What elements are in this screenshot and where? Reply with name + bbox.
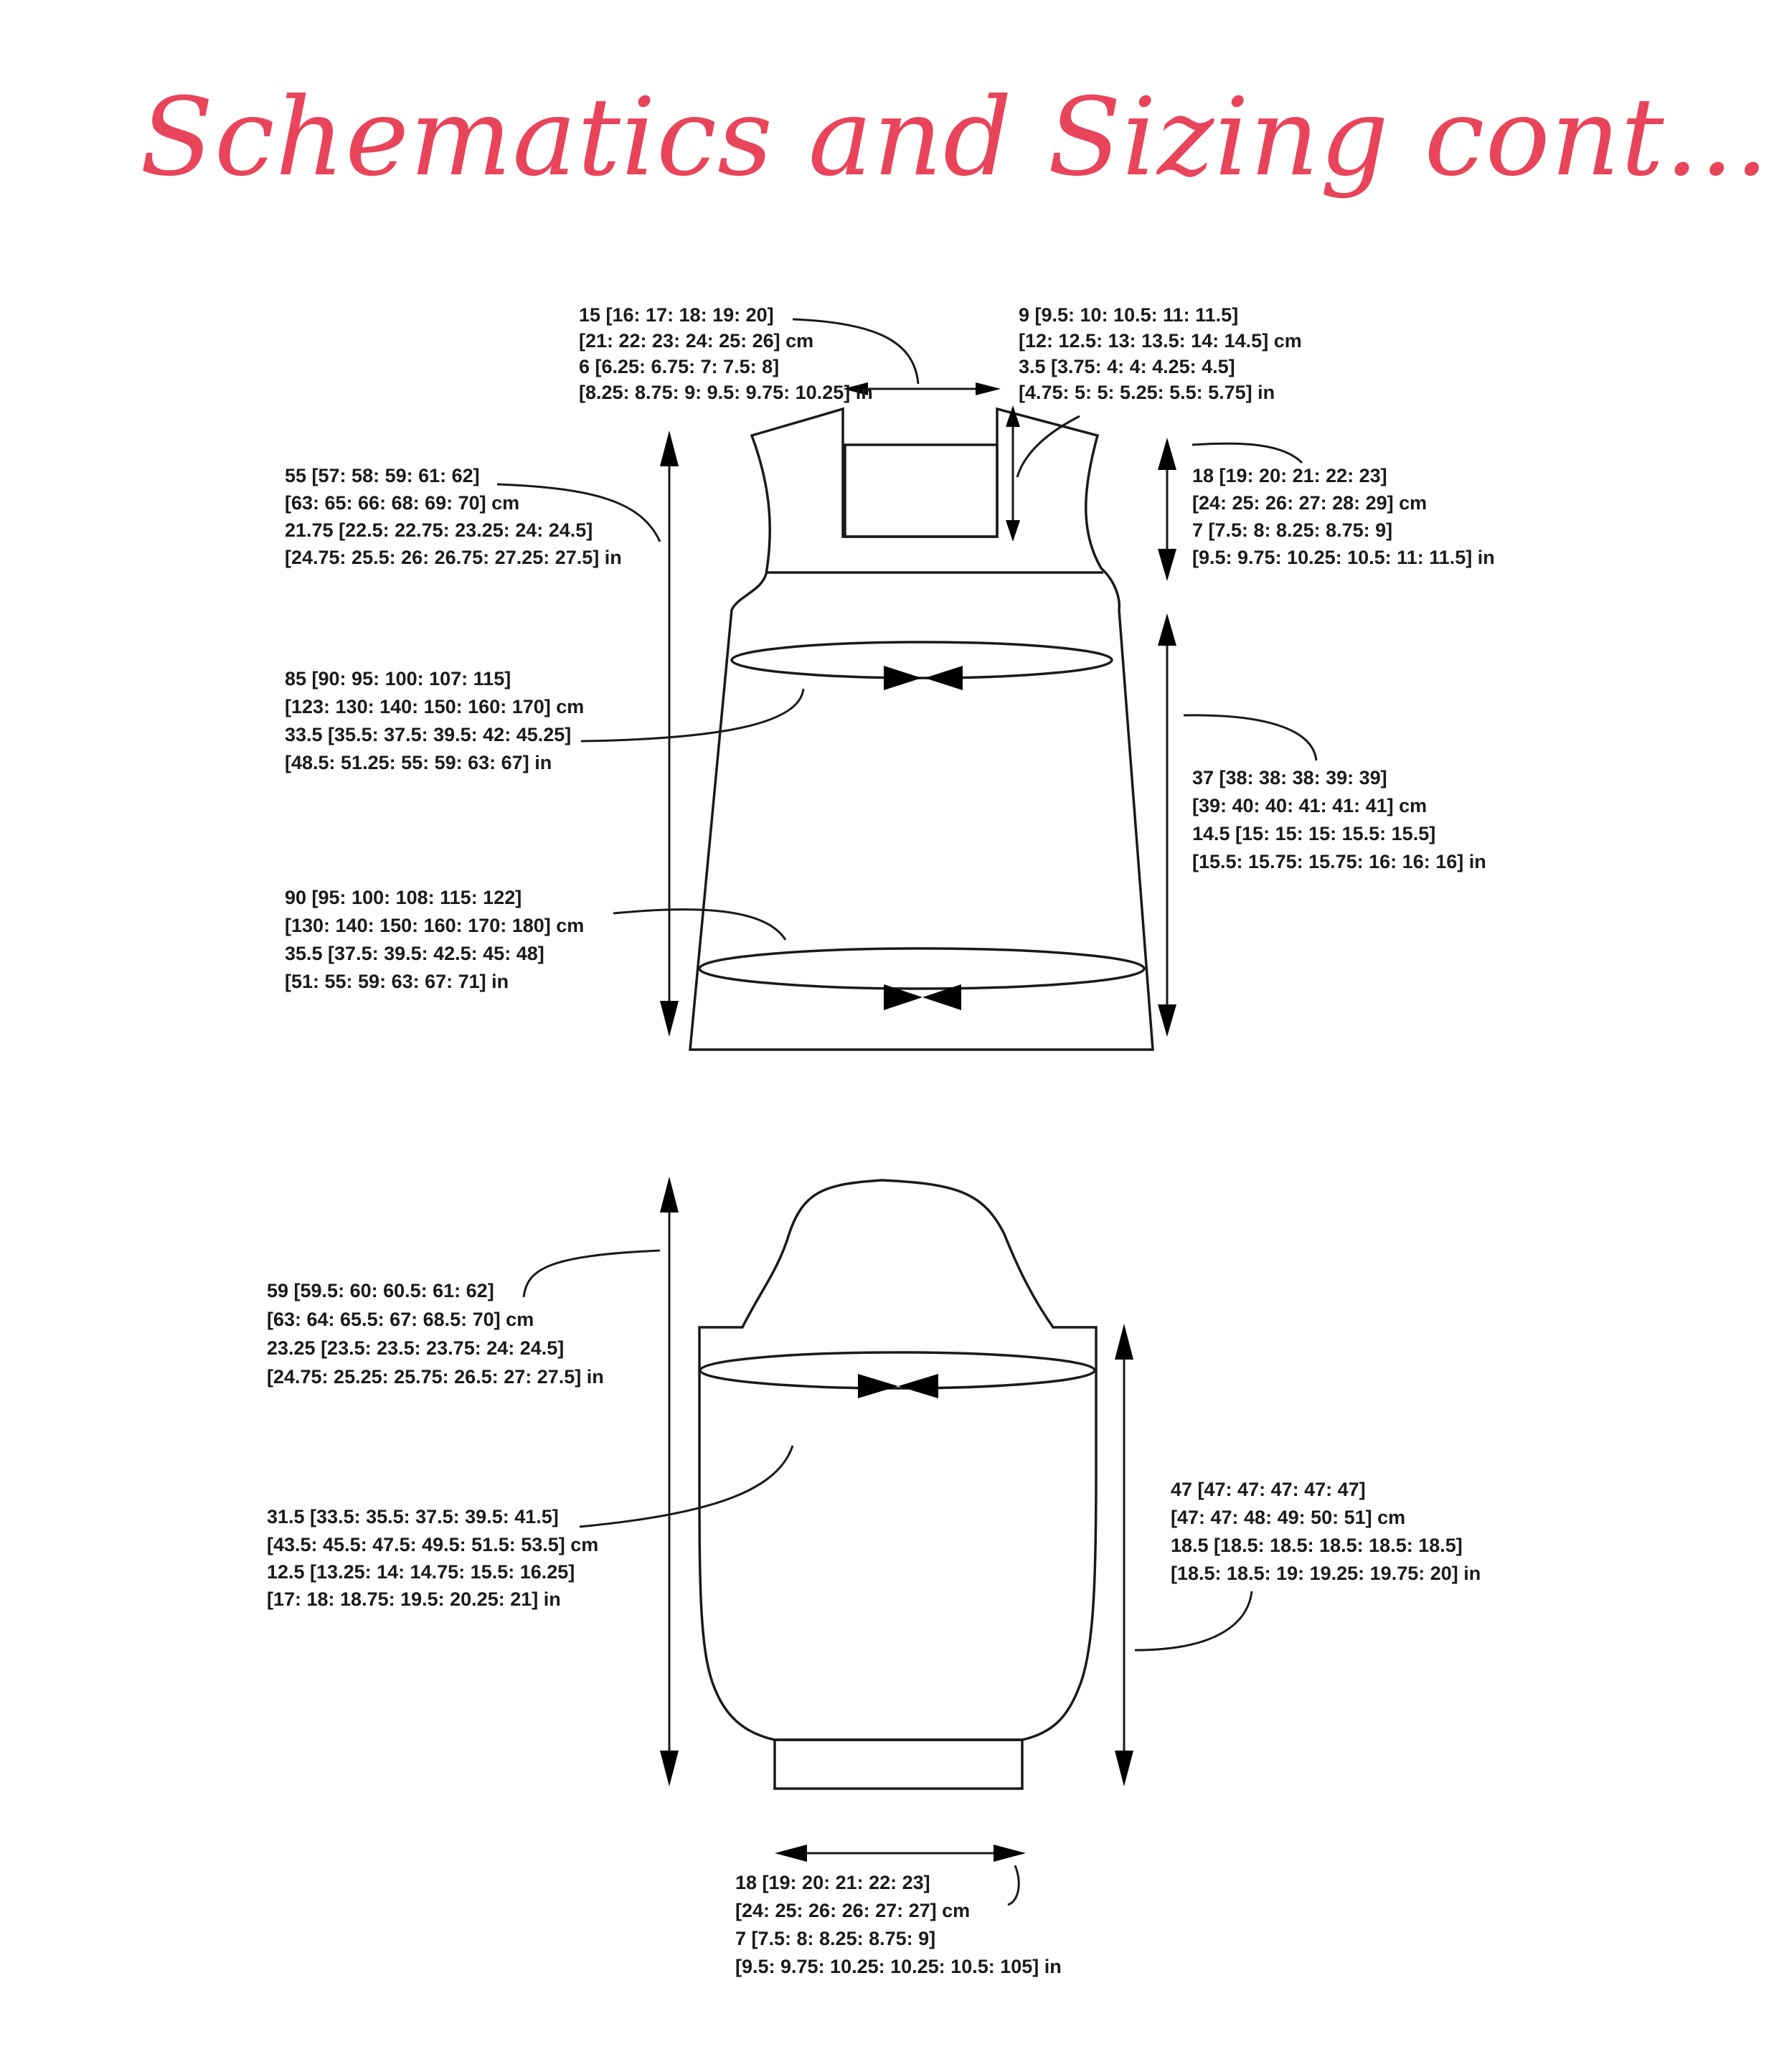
label-line: 12.5 [13.25: 14: 14.75: 15.5: 16.25]: [267, 1561, 575, 1583]
label-line: 47 [47: 47: 47: 47: 47]: [1171, 1479, 1366, 1500]
leader-line: [581, 689, 803, 741]
label-line: 23.25 [23.5: 23.5: 23.75: 24: 24.5]: [267, 1337, 565, 1359]
label-line: [47: 47: 48: 49: 50: 51] cm: [1171, 1507, 1406, 1528]
upper-arm-label: [267, 1506, 598, 1610]
neck-depth-label: [1019, 304, 1302, 403]
leader-line: [1135, 1591, 1252, 1650]
label-line: 15 [16: 17: 18: 19: 20]: [579, 304, 774, 326]
chest-ellipse: [732, 642, 1112, 678]
cuff-width-label: [735, 1872, 1062, 1977]
label-line: 59 [59.5: 60: 60.5: 61: 62]: [267, 1280, 494, 1301]
label-line: [130: 140: 150: 160: 170: 180] cm: [285, 915, 585, 936]
label-line: 21.75 [22.5: 22.75: 23.25: 24: 24.5]: [285, 519, 593, 541]
label-line: [4.75: 5: 5: 5.25: 5.5: 5.75] in: [1019, 382, 1275, 403]
hem-ellipse: [699, 948, 1144, 989]
label-line: [48.5: 51.25: 55: 59: 63: 67] in: [285, 752, 552, 773]
arrowhead: [775, 1845, 807, 1862]
label-line: 18.5 [18.5: 18.5: 18.5: 18.5: 18.5]: [1171, 1535, 1463, 1556]
label-line: [12: 12.5: 13: 13.5: 14: 14.5] cm: [1019, 330, 1302, 352]
chest-bowtie: [925, 666, 963, 690]
upper-arm-ellipse: [700, 1352, 1095, 1388]
label-line: 18 [19: 20: 21: 22: 23]: [1192, 465, 1387, 486]
underarm-length-label: [1171, 1479, 1481, 1584]
arrowhead: [660, 1001, 679, 1037]
label-line: 37 [38: 38: 38: 39: 39]: [1192, 767, 1387, 788]
label-line: [24.75: 25.5: 26: 26.75: 27.25: 27.5] in: [285, 547, 622, 568]
body-schematic: [285, 304, 1495, 1050]
label-line: 9 [9.5: 10: 10.5: 11: 11.5]: [1019, 304, 1239, 326]
armhole-depth-label: [1192, 465, 1495, 568]
label-line: [63: 65: 66: 68: 69: 70] cm: [285, 492, 520, 514]
arrowhead: [1158, 1004, 1176, 1037]
arrowhead: [1158, 613, 1176, 646]
label-line: [15.5: 15.75: 15.75: 16: 16: 16] in: [1192, 851, 1486, 872]
label-line: 6 [6.25: 6.75: 7: 7.5: 8]: [579, 356, 780, 377]
sleeve-schematic: [267, 1177, 1481, 1977]
label-line: 18 [19: 20: 21: 22: 23]: [735, 1872, 930, 1893]
chest-bowtie: [884, 666, 922, 690]
label-line: 31.5 [33.5: 35.5: 37.5: 39.5: 41.5]: [267, 1506, 559, 1527]
label-line: [43.5: 45.5: 47.5: 49.5: 51.5: 53.5] cm: [267, 1534, 599, 1555]
leader-line: [1017, 416, 1080, 477]
label-line: 3.5 [3.75: 4: 4: 4.25: 4.5]: [1019, 356, 1235, 377]
leader-line: [524, 1251, 660, 1297]
label-line: [24: 25: 26: 26: 27: 27] cm: [735, 1900, 971, 1921]
arrowhead: [1006, 405, 1020, 427]
sleeve-outline: [699, 1180, 1096, 1740]
leader-line: [1192, 443, 1302, 463]
label-line: [51: 55: 59: 63: 67: 71] in: [285, 971, 509, 992]
arrowhead: [1006, 520, 1020, 542]
label-line: [9.5: 9.75: 10.25: 10.5: 11: 11.5] in: [1192, 547, 1495, 568]
label-line: 55 [57: 58: 59: 61: 62]: [285, 465, 480, 486]
arrowhead: [1115, 1751, 1133, 1786]
cuff: [775, 1740, 1022, 1789]
label-line: 90 [95: 100: 108: 115: 122]: [285, 887, 522, 908]
arrowhead: [994, 1845, 1026, 1862]
label-line: [9.5: 9.75: 10.25: 10.25: 10.5: 105] in: [735, 1956, 1062, 1977]
hem-label: [285, 887, 584, 992]
label-line: 35.5 [37.5: 39.5: 42.5: 45: 48]: [285, 943, 544, 964]
arrowhead: [660, 430, 679, 466]
arrowhead: [1115, 1324, 1133, 1360]
label-line: [17: 18: 18.75: 19.5: 20.25: 21] in: [267, 1588, 561, 1610]
arrowhead: [1158, 438, 1176, 470]
total-length-label: [285, 465, 622, 568]
neckline: [845, 445, 997, 537]
leader-line: [580, 1446, 793, 1527]
leader-line: [613, 910, 785, 940]
arrowhead: [1158, 549, 1176, 581]
label-line: [8.25: 8.75: 9: 9.5: 9.75: 10.25] in: [579, 382, 873, 403]
label-line: 85 [90: 95: 100: 107: 115]: [285, 668, 511, 689]
chest-label: [285, 668, 584, 773]
arrowhead: [660, 1751, 679, 1786]
leader-line: [793, 319, 918, 384]
leader-line: [1008, 1865, 1019, 1905]
label-line: 7 [7.5: 8: 8.25: 8.75: 9]: [1192, 519, 1393, 541]
arrowhead: [660, 1177, 679, 1212]
sleeve-length-label: [267, 1280, 604, 1388]
label-line: [24: 25: 26: 27: 28: 29] cm: [1192, 492, 1428, 514]
label-line: [63: 64: 65.5: 67: 68.5: 70] cm: [267, 1309, 534, 1330]
label-line: 33.5 [35.5: 37.5: 39.5: 42: 45.25]: [285, 724, 572, 745]
neck-width-label: [579, 304, 873, 403]
label-line: [18.5: 18.5: 19: 19.25: 19.75: 20] in: [1171, 1563, 1481, 1584]
label-line: 7 [7.5: 8: 8.25: 8.75: 9]: [735, 1928, 936, 1949]
label-line: 14.5 [15: 15: 15: 15.5: 15.5]: [1192, 823, 1436, 844]
upper-arm-bowtie: [898, 1374, 938, 1398]
upper-arm-bowtie: [858, 1374, 898, 1398]
side-length-label: [1192, 767, 1486, 872]
label-line: [21: 22: 23: 24: 25: 26] cm: [579, 330, 814, 352]
leader-line: [1184, 715, 1316, 760]
page-title: Schematics and Sizing cont...: [140, 75, 1770, 200]
label-line: [24.75: 25.25: 25.75: 26.5: 27: 27.5] in: [267, 1366, 604, 1388]
arrowhead: [976, 382, 1001, 395]
label-line: [123: 130: 140: 150: 160: 170] cm: [285, 696, 585, 717]
label-line: [39: 40: 40: 41: 41: 41] cm: [1192, 795, 1428, 816]
